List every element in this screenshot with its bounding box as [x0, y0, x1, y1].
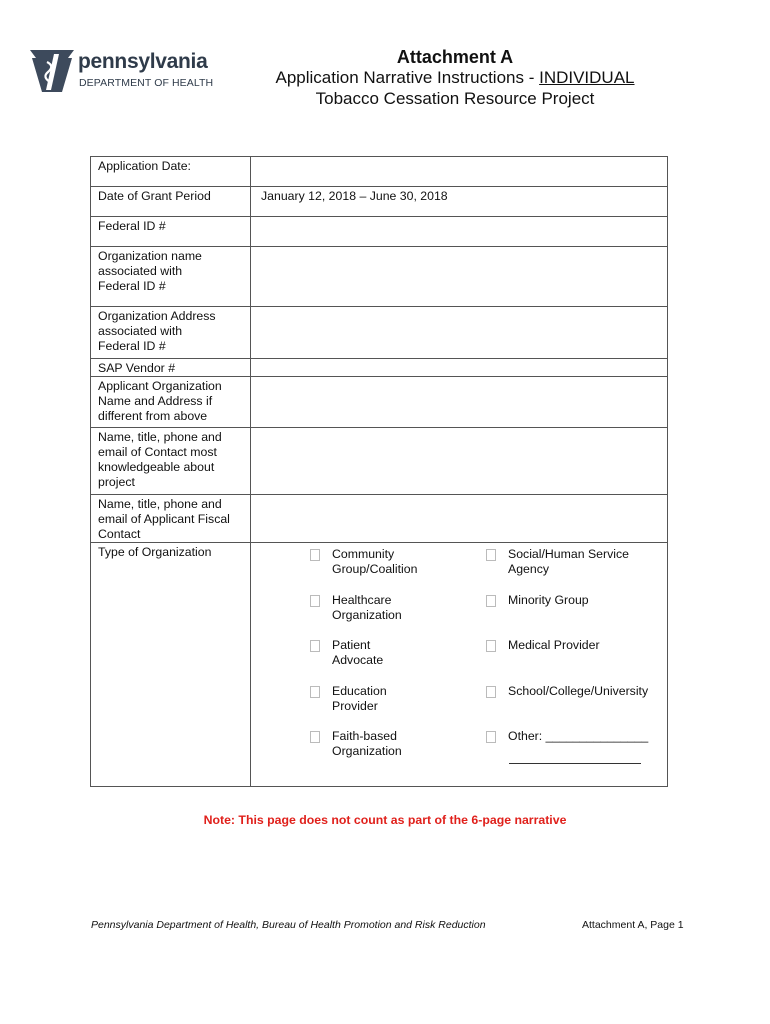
checkbox-icon[interactable] [486, 731, 496, 743]
attachment-title: Attachment A [396, 47, 514, 67]
field-label-line: Applicant Organization [98, 379, 222, 393]
option-label-line: Organization [332, 744, 402, 758]
field-label-line: SAP Vendor # [98, 361, 176, 375]
checkbox-icon[interactable] [310, 731, 320, 743]
field-label-line: associated with [98, 264, 183, 278]
field-label-line: Name and Address if [98, 394, 213, 408]
option-label-line: Provider [332, 698, 378, 713]
field-label-line: Federal ID # [98, 339, 166, 353]
field-value [251, 495, 667, 497]
field-label [91, 359, 251, 377]
field-value [251, 217, 667, 219]
organization-address-field[interactable] [251, 307, 668, 359]
field-label-line: Date of Grant Period [98, 189, 211, 203]
field-label [91, 187, 251, 217]
option-label [332, 638, 383, 668]
checkbox-icon[interactable] [486, 686, 496, 698]
organization-name-field[interactable] [251, 247, 668, 307]
field-label [91, 495, 251, 543]
page-count-note: Note: This page does not count as part of the 6-page narrative [203, 813, 567, 827]
application-date-field[interactable] [251, 157, 668, 187]
fiscal-contact-field[interactable] [251, 495, 668, 543]
field-value: January 12, 2018 – June 30, 2018 [261, 189, 448, 203]
project-title: Tobacco Cessation Resource Project [315, 89, 595, 108]
checkbox-icon[interactable] [310, 595, 320, 607]
field-label [91, 247, 251, 307]
option-label [332, 684, 387, 714]
option-label-line: Minority Group [508, 592, 589, 607]
option-label-line: Organization [332, 607, 402, 622]
form-row-fiscal-contact [91, 495, 668, 543]
department-logo [28, 46, 218, 94]
field-value [251, 307, 667, 309]
option-label-line: Other: _______________ [508, 729, 649, 743]
field-label [91, 543, 251, 787]
form-row-organization-type [91, 543, 668, 787]
checkbox-icon[interactable] [310, 686, 320, 698]
project-contact-field[interactable] [251, 428, 668, 495]
field-label-line: Organization Address [98, 309, 216, 323]
checkbox-icon[interactable] [486, 595, 496, 607]
field-value [251, 359, 667, 361]
other-fill-line[interactable] [509, 763, 641, 764]
federal-id-field[interactable] [251, 217, 668, 247]
applicant-organization-field[interactable] [251, 377, 668, 428]
field-label-line: knowledgeable about [98, 460, 215, 474]
field-label-line: Name, title, phone and [98, 430, 222, 444]
field-value [251, 157, 667, 159]
subtitle-emphasis: INDIVIDUAL [539, 68, 635, 87]
grant-period-field[interactable] [251, 187, 668, 217]
field-label [91, 428, 251, 495]
field-label [91, 377, 251, 428]
field-label [91, 157, 251, 187]
checkbox-icon[interactable] [310, 549, 320, 561]
form-row-grant-period [91, 187, 668, 217]
field-label-line: email of Contact most [98, 445, 217, 459]
option-label-line: Patient [332, 638, 371, 652]
field-label-line: email of Applicant Fiscal [98, 512, 230, 526]
subtitle-prefix: Application Narrative Instructions - [275, 68, 540, 87]
option-label [508, 547, 629, 577]
checkbox-icon[interactable] [486, 549, 496, 561]
checkbox-icon[interactable] [310, 640, 320, 652]
option-label [332, 729, 402, 759]
field-label [91, 217, 251, 247]
footer-organization: Pennsylvania Department of Health, Bureau of Health Promotion and Risk Reduction [91, 919, 486, 931]
option-label-line: Agency [508, 562, 550, 576]
option-label [508, 729, 648, 744]
option-label [332, 593, 402, 623]
field-label-line: associated with [98, 324, 183, 338]
checkbox-icon[interactable] [486, 640, 496, 652]
field-value [251, 377, 667, 379]
field-label-line: different from above [98, 409, 208, 423]
option-label-line: Community [332, 547, 395, 561]
form-row-organization-address [91, 307, 668, 359]
option-label-line: Healthcare [332, 592, 392, 607]
logo-name: pennsylvania [78, 50, 208, 73]
field-label [91, 307, 251, 359]
application-form-table [90, 156, 668, 787]
option-label [508, 593, 589, 608]
form-row-federal-id [91, 217, 668, 247]
option-label-line: Advocate [332, 653, 384, 667]
option-label-line: Group/Coalition [332, 562, 418, 576]
field-label-line: Federal ID # [98, 279, 166, 293]
option-label-line: Education [332, 683, 387, 698]
field-label-line: Federal ID # [98, 219, 166, 233]
field-label-line: Type of Organization [98, 545, 212, 559]
option-label-line: Social/Human Service [508, 547, 629, 561]
option-label [508, 684, 648, 699]
option-label [508, 638, 600, 653]
logo-department: DEPARTMENT OF HEALTH [79, 77, 214, 89]
form-row-sap-vendor [91, 359, 668, 377]
field-label-line: Organization name [98, 249, 202, 263]
field-label-line: Contact [98, 527, 141, 541]
sap-vendor-field[interactable] [251, 359, 668, 377]
form-row-organization-name [91, 247, 668, 307]
option-label [332, 547, 417, 577]
option-label-line: Medical Provider [508, 638, 600, 652]
form-row-application-date [91, 157, 668, 187]
form-row-applicant-organization [91, 377, 668, 428]
field-value [251, 428, 667, 430]
option-label-line: Faith-based [332, 729, 397, 743]
field-value [251, 247, 667, 249]
footer-page-number: Attachment A, Page 1 [582, 919, 684, 931]
form-row-project-contact [91, 428, 668, 495]
organization-type-options [251, 543, 668, 787]
keystone-icon [28, 46, 76, 94]
option-label-line: School/College/University [508, 683, 649, 698]
field-label-line: Name, title, phone and [98, 497, 222, 511]
narrative-subtitle [220, 68, 690, 88]
field-label-line: project [98, 475, 135, 489]
field-label-line: Application Date: [98, 159, 191, 173]
